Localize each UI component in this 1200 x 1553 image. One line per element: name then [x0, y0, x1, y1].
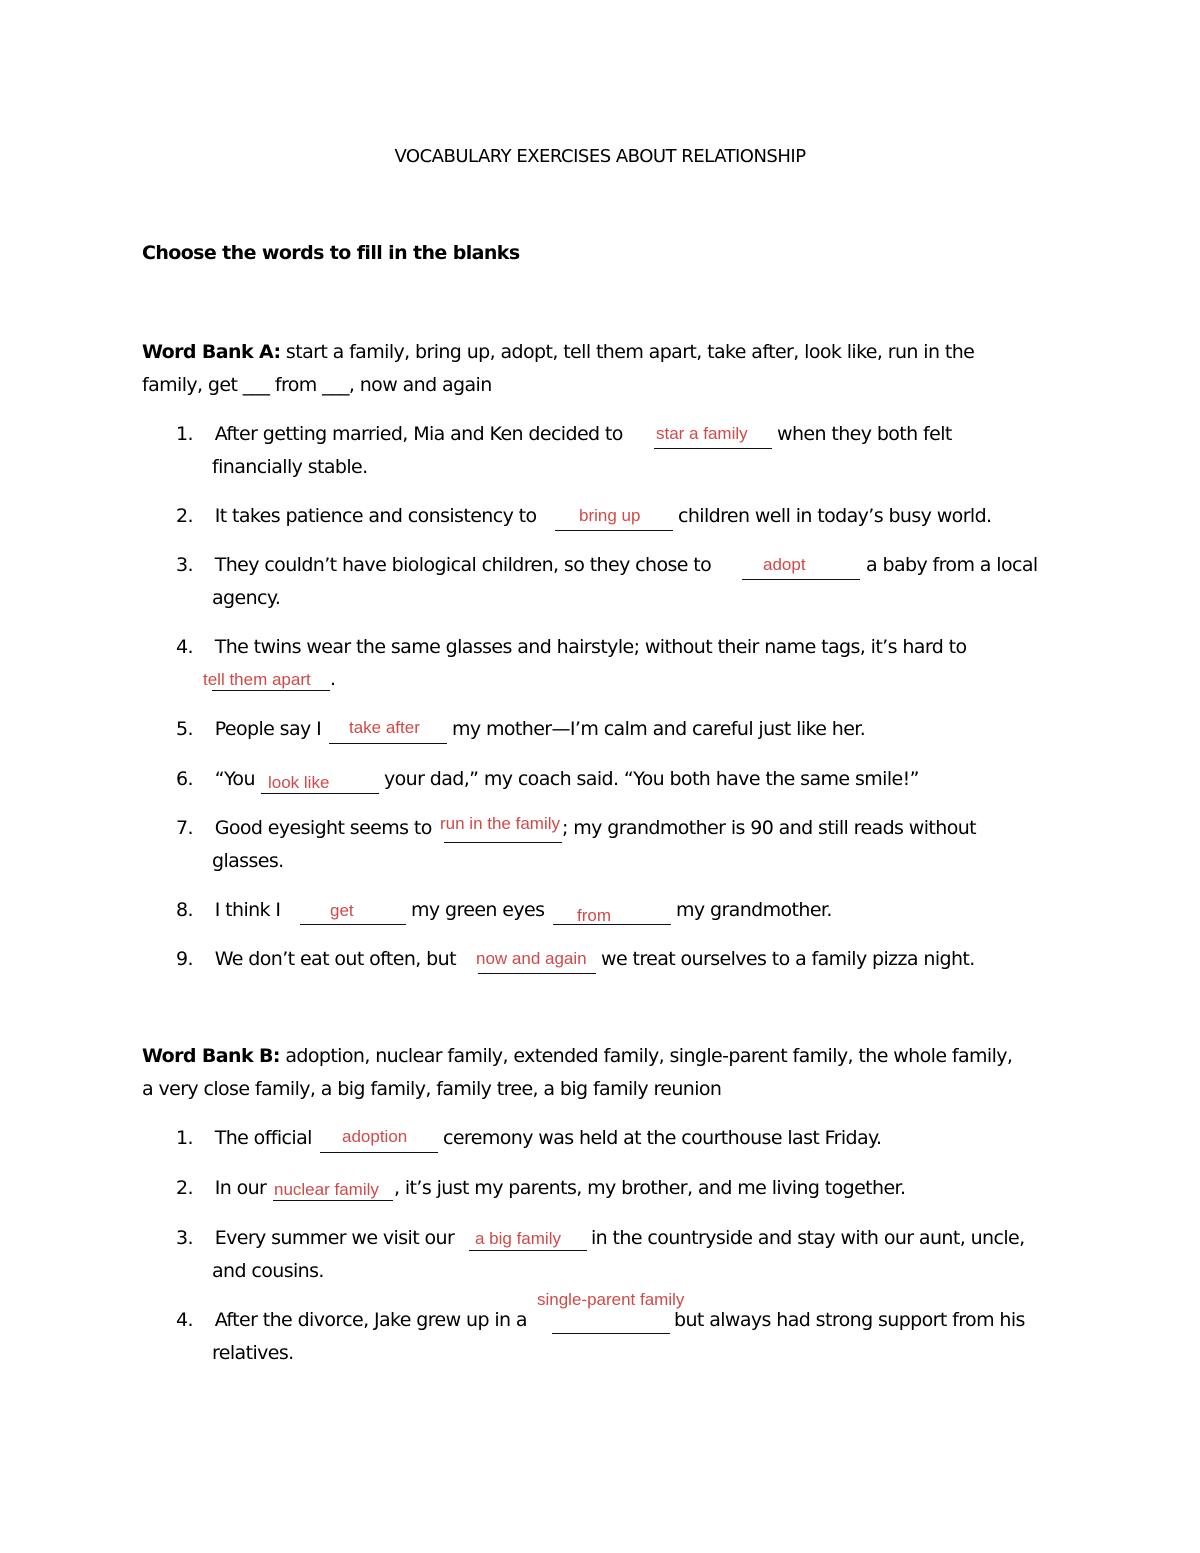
handwritten-answer: bring up — [579, 506, 641, 525]
question-number: 3. — [176, 554, 193, 576]
handwritten-answer: run in the family — [440, 814, 560, 833]
word-bank-b-label: Word Bank B: — [142, 1045, 280, 1067]
answer-blank[interactable] — [212, 690, 330, 691]
question-number: 2. — [176, 1177, 193, 1199]
question-text: my mother—I’m calm and careful just like her. — [452, 718, 866, 740]
word-bank-a — [142, 343, 974, 362]
answer-blank[interactable] — [555, 530, 673, 531]
word-bank-b-words-cont: a very close family, a big family, family tree, a big family reunion — [142, 1078, 722, 1100]
handwritten-answer: take after — [349, 718, 420, 737]
question-text: I think I — [214, 899, 281, 921]
question-number: 2. — [176, 505, 193, 527]
question-text: but always had strong support from his — [674, 1309, 1025, 1331]
answer-blank[interactable] — [320, 1152, 438, 1153]
question-text: After getting married, Mia and Ken decided to — [214, 423, 623, 445]
question-a6 — [176, 770, 255, 789]
question-text: we treat ourselves to a family pizza night. — [601, 948, 975, 970]
answer-blank[interactable] — [273, 1200, 393, 1201]
word-bank-a-label: Word Bank A: — [142, 341, 281, 363]
answer-blank-2[interactable] — [553, 924, 671, 925]
question-a5 — [176, 720, 321, 739]
question-number: 8. — [176, 899, 193, 921]
question-text: a baby from a local — [866, 554, 1038, 576]
word-bank-b — [142, 1047, 1012, 1066]
question-text: . — [330, 668, 336, 690]
question-b2 — [176, 1179, 266, 1198]
handwritten-answer: look like — [268, 773, 330, 792]
handwritten-answer: single-parent family — [537, 1290, 685, 1309]
answer-blank[interactable] — [261, 793, 379, 794]
question-text: After the divorce, Jake grew up in a — [214, 1309, 527, 1331]
word-bank-b-words: adoption, nuclear family, extended family, single-parent family, the whole family, — [285, 1045, 1013, 1067]
question-text: People say I — [214, 718, 322, 740]
question-text: my grandmother. — [676, 899, 832, 921]
question-text: my green eyes — [411, 899, 545, 921]
page-title: VOCABULARY EXERCISES ABOUT RELATIONSHIP — [394, 146, 806, 167]
question-number: 4. — [176, 1309, 193, 1331]
handwritten-answer: a big family — [475, 1229, 561, 1248]
question-text: ; my grandmother is 90 and still reads without — [562, 817, 977, 839]
question-a4 — [176, 638, 967, 657]
handwritten-answer-2: from — [577, 906, 611, 925]
instructions: Choose the words to fill in the blanks — [142, 242, 520, 264]
question-a2 — [176, 507, 537, 526]
answer-blank[interactable] — [478, 973, 596, 974]
handwritten-answer: star a family — [656, 424, 748, 443]
question-a9 — [176, 950, 456, 969]
question-number: 9. — [176, 948, 193, 970]
question-number: 6. — [176, 768, 193, 790]
question-text: The official — [214, 1127, 312, 1149]
question-a1 — [176, 425, 623, 444]
question-text-cont: relatives. — [212, 1342, 294, 1364]
question-text: The twins wear the same glasses and hairstyle; without their name tags, it’s hard to — [214, 636, 967, 658]
question-text: , it’s just my parents, my brother, and me living together. — [394, 1177, 906, 1199]
question-number: 3. — [176, 1227, 193, 1249]
question-a3 — [176, 556, 711, 575]
question-number: 1. — [176, 1127, 193, 1149]
handwritten-answer: adopt — [763, 555, 806, 574]
answer-blank[interactable] — [742, 579, 860, 580]
answer-blank[interactable] — [300, 924, 406, 925]
answer-blank[interactable] — [552, 1333, 670, 1334]
answer-blank[interactable] — [329, 743, 447, 744]
question-text-cont: and cousins. — [212, 1260, 324, 1282]
question-text: when they both felt — [777, 423, 952, 445]
question-number: 7. — [176, 817, 193, 839]
question-text: They couldn’t have biological children, so they chose to — [214, 554, 712, 576]
handwritten-answer: now and again — [476, 949, 587, 968]
question-text: Every summer we visit our — [214, 1227, 455, 1249]
handwritten-answer: adoption — [342, 1127, 408, 1146]
question-text-cont: agency. — [212, 587, 281, 609]
answer-blank[interactable] — [444, 842, 562, 843]
word-bank-a-words-cont: family, get ___ from ___, now and again — [142, 374, 492, 396]
handwritten-answer: nuclear family — [274, 1180, 379, 1199]
question-text: Good eyesight seems to — [214, 817, 432, 839]
answer-blank[interactable] — [654, 448, 772, 449]
question-b3 — [176, 1229, 454, 1248]
question-text: ceremony was held at the courthouse last Friday. — [443, 1127, 882, 1149]
question-number: 5. — [176, 718, 193, 740]
question-text: your dad,” my coach said. “You both have the same smile!” — [384, 768, 919, 790]
question-text-cont: financially stable. — [212, 456, 368, 478]
question-number: 1. — [176, 423, 193, 445]
question-b1 — [176, 1129, 312, 1148]
question-text-cont: glasses. — [212, 850, 284, 872]
question-text: in the countryside and stay with our aunt, uncle, — [591, 1227, 1025, 1249]
question-b4 — [176, 1311, 527, 1330]
answer-blank[interactable] — [469, 1250, 587, 1251]
handwritten-answer: tell them apart — [203, 670, 311, 689]
question-text: In our — [214, 1177, 267, 1199]
question-text: We don’t eat out often, but — [214, 948, 456, 970]
question-text: It takes patience and consistency to — [214, 505, 537, 527]
question-text: “You — [214, 768, 255, 790]
word-bank-a-words: start a family, bring up, adopt, tell them apart, take after, look like, run in the — [285, 341, 975, 363]
question-text: children well in today’s busy world. — [678, 505, 992, 527]
question-number: 4. — [176, 636, 193, 658]
handwritten-answer: get — [330, 901, 354, 920]
question-a8 — [176, 901, 280, 920]
question-a7 — [176, 819, 432, 838]
